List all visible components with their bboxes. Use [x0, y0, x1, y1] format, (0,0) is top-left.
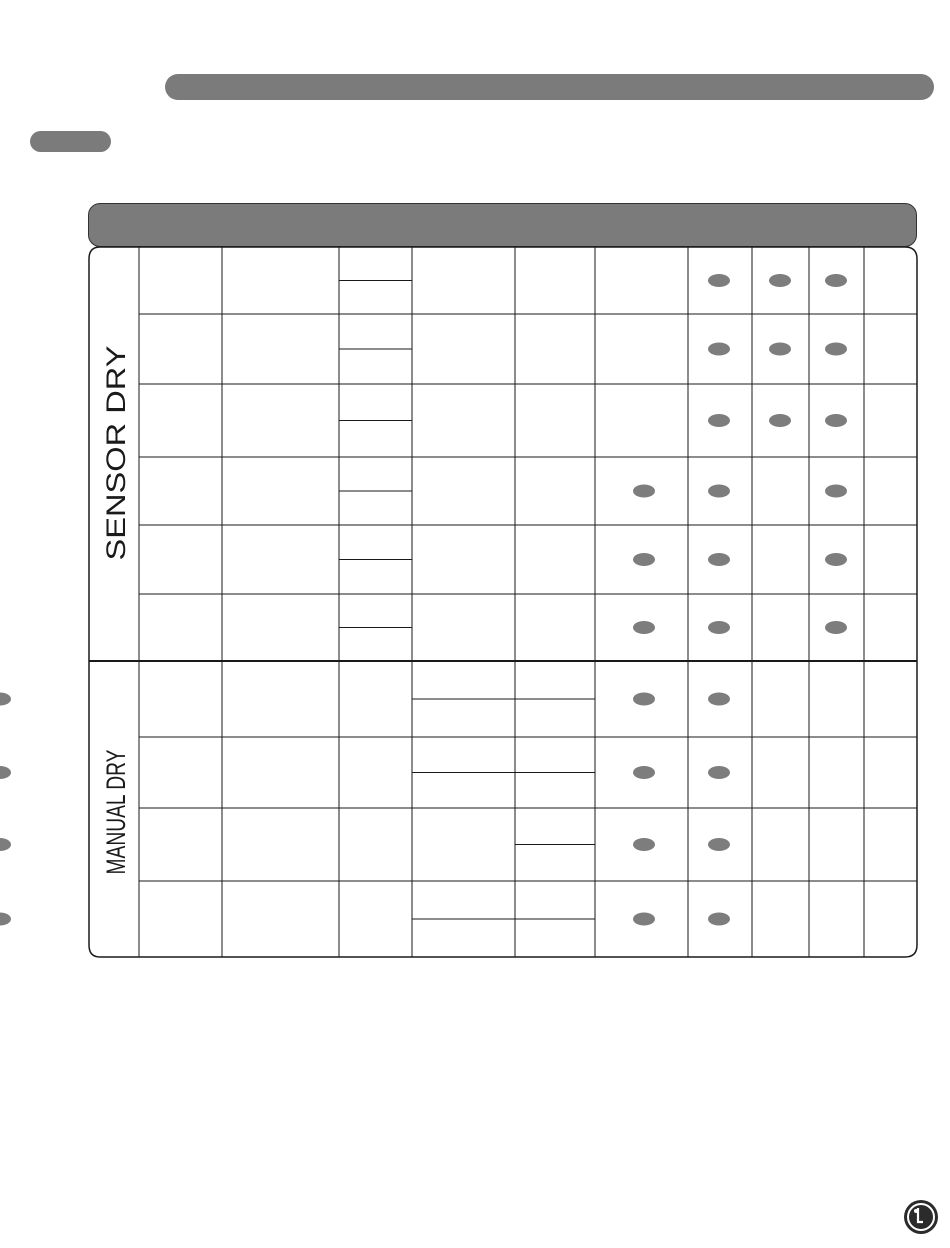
- indicator-dot: [633, 766, 655, 779]
- table-border: [89, 247, 917, 957]
- lg-logo-icon: [903, 1199, 939, 1235]
- indicator-dot: [633, 553, 655, 566]
- indicator-dot: [708, 838, 730, 851]
- indicator-dot: [708, 553, 730, 566]
- indicator-dot: [708, 913, 730, 926]
- indicator-dot: [0, 693, 11, 706]
- indicator-dot: [708, 766, 730, 779]
- indicator-dot: [708, 485, 730, 498]
- indicator-dot: [769, 414, 791, 427]
- indicator-dot: [708, 274, 730, 287]
- indicator-dot: [0, 766, 11, 779]
- indicator-dot: [825, 553, 847, 566]
- indicator-dot: [633, 693, 655, 706]
- indicator-dot: [633, 621, 655, 634]
- indicator-dot: [825, 274, 847, 287]
- indicator-dot: [825, 343, 847, 356]
- indicator-dot: [825, 485, 847, 498]
- indicator-dot: [0, 838, 11, 851]
- indicator-dot: [708, 343, 730, 356]
- indicator-dot: [825, 621, 847, 634]
- indicator-dot: [825, 414, 847, 427]
- indicator-dot: [0, 913, 11, 926]
- indicator-dot: [708, 621, 730, 634]
- table-grid: [89, 247, 917, 957]
- indicator-dot: [633, 913, 655, 926]
- indicator-dot: [708, 414, 730, 427]
- indicator-dot: [769, 343, 791, 356]
- section-label-manual-dry: MANUAL DRY: [101, 698, 131, 875]
- indicator-dot: [708, 693, 730, 706]
- indicator-dot: [633, 485, 655, 498]
- indicator-dot: [633, 838, 655, 851]
- indicator-dot: [769, 274, 791, 287]
- section-label-sensor-dry: SENSOR DRY: [101, 382, 131, 561]
